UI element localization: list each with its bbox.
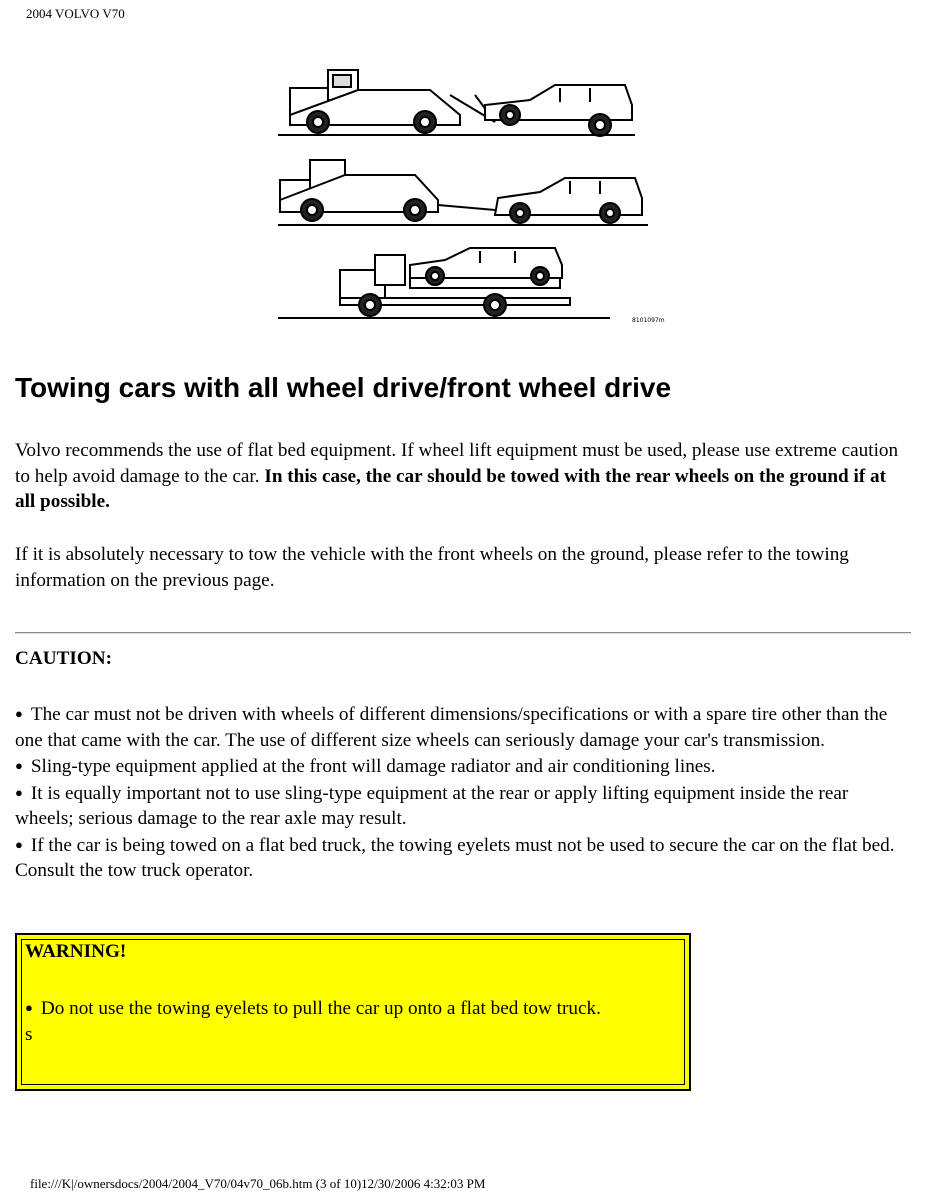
caution-item-text: The car must not be driven with wheels of different dimensions/specifications or with a spare tire other than the one that came with the car. The use of different size wheels can seriously damage your car's transmission. (15, 704, 888, 751)
bullet-icon: ● (15, 706, 23, 721)
illustration-code: 8101097m (632, 317, 665, 324)
page-header-title: 2004 VOLVO V70 (26, 6, 125, 21)
wheel-lift-tow-scene (278, 70, 635, 136)
flat-bed-tow-scene (278, 248, 610, 318)
caution-item-text: If the car is being towed on a flat bed truck, the towing eyelets must not be used to secure the car on the flat bed. Consult the tow truck operator. (15, 834, 895, 881)
section-heading: Towing cars with all wheel drive/front wheel drive (15, 372, 672, 403)
caution-heading: CAUTION: (15, 648, 113, 669)
bullet-icon: ● (25, 1000, 33, 1015)
front-wheels-paragraph: If it is absolutely necessary to tow the vehicle with the front wheels on the ground, please refer to the towing information on the previous page. (15, 544, 849, 591)
caution-item-text: It is equally important not to use sling-type equipment at the rear or apply lifting equipment inside the rear wheels; serious damage to the rear axle may result. (15, 782, 849, 829)
horizontal-divider (15, 632, 911, 634)
warning-text: Do not use the towing eyelets to pull the car up onto a flat bed tow truck. (40, 998, 601, 1019)
bullet-icon: ● (15, 836, 23, 852)
bullet-icon: ● (15, 758, 23, 773)
warning-heading: WARNING! (25, 941, 127, 962)
intro-bold-text: In this case, the car should be towed with the rear wheels on the ground if at all possible. (15, 465, 887, 512)
towing-methods-illustration (270, 60, 690, 335)
warning-text-block (25, 995, 665, 1047)
warning-trailing-char: s (25, 1023, 33, 1045)
caution-list (15, 701, 910, 884)
caution-item (15, 753, 910, 780)
caution-item-text: Sling-type equipment applied at the front will damage radiator and air conditioning lines. (30, 756, 716, 777)
page-footer: file:///K|/ownersdocs/2004/2004_V70/04v70_06b.htm (3 of 10)12/30/2006 4:32:03 PM (30, 1176, 486, 1191)
intro-paragraph (15, 438, 910, 515)
caution-item (15, 832, 910, 884)
intro-text: Volvo recommends the use of flat bed equipment. If wheel lift equipment must be used, please use extreme caution to help avoid damage to the car. (15, 440, 899, 487)
caution-item (15, 701, 910, 753)
caution-item (15, 780, 910, 832)
bullet-icon: ● (15, 784, 23, 800)
sling-tow-scene (278, 160, 648, 225)
warning-box (15, 933, 691, 1091)
